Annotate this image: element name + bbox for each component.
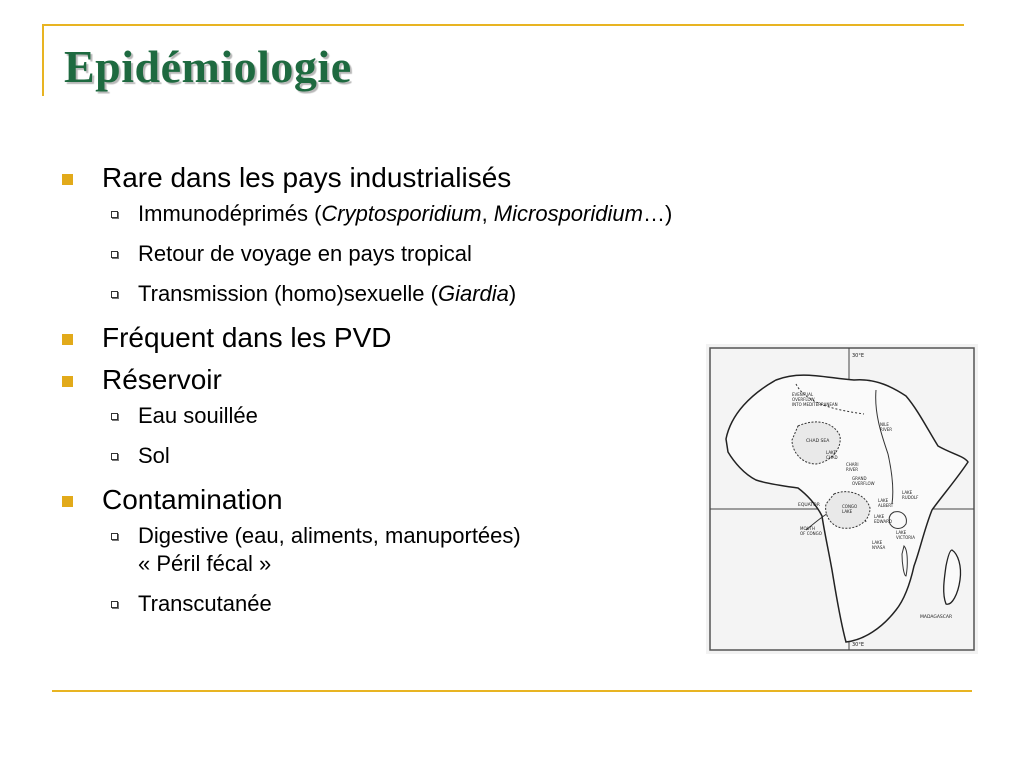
hollow-square-bullet-icon <box>111 211 118 218</box>
longitude-bottom-label: 30°E <box>852 642 865 648</box>
africa-map-image <box>706 344 978 654</box>
bullet-contamination <box>60 482 700 618</box>
sub-text-prefix: Immunodéprimés ( <box>138 201 322 226</box>
madagascar-label: MADAGASCAR <box>920 615 953 620</box>
equator-label: EQUATOR <box>798 503 820 508</box>
sub-text-line2: « Péril fécal » <box>138 551 272 576</box>
sub-list <box>102 402 700 470</box>
longitude-top-label: 30°E <box>852 353 865 359</box>
sub-text: Retour de voyage en pays tropical <box>138 241 472 266</box>
nile-river-label-1: NILE <box>880 422 889 427</box>
sub-bullet-sol <box>102 442 700 470</box>
sub-text-italic: Microsporidium <box>493 201 643 226</box>
congo-lake-label-2: LAKE <box>842 509 853 514</box>
chad-sea-label: CHAD SEA <box>806 439 830 444</box>
sub-text-suffix: ) <box>508 281 517 306</box>
lake-edward-label-2: EDWARD <box>874 519 892 524</box>
sub-bullet-eau <box>102 402 700 430</box>
chari-river-label-1: CHARI <box>846 462 859 467</box>
sub-bullet-retour <box>102 240 700 268</box>
bullet-text: Contamination <box>102 484 283 515</box>
africa-map-svg <box>706 344 978 654</box>
bullet-list <box>60 160 700 630</box>
sub-text-italic: Giardia <box>437 281 509 306</box>
eventual-overflow-label-2: OVERFLOW <box>792 397 815 402</box>
lake-nyasa-label-1: LAKE <box>872 540 883 545</box>
sub-text-mid: , <box>481 201 494 226</box>
lake-victoria-label-2: VICTORIA <box>896 535 915 540</box>
sub-bullet-transcutanee <box>102 590 700 618</box>
bullet-rare <box>60 160 700 308</box>
lake-edward-label-1: LAKE <box>874 514 885 519</box>
eventual-overflow-label-1: EVENTUAL <box>792 392 814 397</box>
lake-nyasa-label-2: NYASA <box>872 545 886 550</box>
sub-text-suffix: …) <box>642 201 673 226</box>
hollow-square-bullet-icon <box>111 291 118 298</box>
sub-text: Eau souillée <box>138 403 258 428</box>
hollow-square-bullet-icon <box>111 453 118 460</box>
hollow-square-bullet-icon <box>111 533 118 540</box>
lake-chad-label-2: CHAD <box>826 455 838 460</box>
sub-text-prefix: Transmission (homo)sexuelle ( <box>138 281 438 306</box>
mouth-of-congo-label-2: OF CONGO <box>800 531 822 536</box>
sub-text: Sol <box>138 443 170 468</box>
mouth-of-congo-label-1: MOUTH <box>800 526 815 531</box>
grand-overflow-label-1: GRAND <box>852 476 867 481</box>
sub-list <box>102 200 700 308</box>
sub-text-line1: Digestive (eau, aliments, manuportées) <box>138 523 521 548</box>
slide-title: Epidémiologie <box>64 41 352 92</box>
square-bullet-icon <box>62 496 73 507</box>
nile-river-label-2: RIVER <box>880 427 893 432</box>
eventual-overflow-label-3: INTO MEDITERRANEAN <box>792 402 838 407</box>
bullet-reservoir <box>60 362 700 470</box>
square-bullet-icon <box>62 376 73 387</box>
lake-albert-label-2: ALBERT <box>878 503 894 508</box>
congo-lake-label-1: CONGO <box>842 504 858 509</box>
bullet-text: Réservoir <box>102 364 222 395</box>
hollow-square-bullet-icon <box>111 601 118 608</box>
square-bullet-icon <box>62 334 73 345</box>
frame-top-rule <box>42 24 964 26</box>
lake-rudolf-label-2: RUDOLF <box>902 495 919 500</box>
bottom-rule <box>52 690 972 692</box>
bullet-text: Fréquent dans les PVD <box>102 322 392 353</box>
frame-left-rule <box>42 24 44 96</box>
sub-bullet-immunodeprimes <box>102 200 700 228</box>
bullet-text: Rare dans les pays industrialisés <box>102 162 512 193</box>
lake-victoria-label-1: LAKE <box>896 530 907 535</box>
grand-overflow-label-2: OVERFLOW <box>852 481 875 486</box>
chari-river-label-2: RIVER <box>846 467 859 472</box>
square-bullet-icon <box>62 174 73 185</box>
lake-chad-label-1: LAKE <box>826 450 837 455</box>
hollow-square-bullet-icon <box>111 413 118 420</box>
bullet-frequent <box>60 320 700 356</box>
sub-bullet-digestive <box>102 522 700 578</box>
sub-text-italic: Cryptosporidium <box>321 201 482 226</box>
hollow-square-bullet-icon <box>111 251 118 258</box>
sub-list <box>102 522 700 618</box>
lake-rudolf-label-1: LAKE <box>902 490 913 495</box>
sub-bullet-transmission <box>102 280 700 308</box>
lake-albert-label-1: LAKE <box>878 498 889 503</box>
sub-text: Transcutanée <box>138 591 272 616</box>
